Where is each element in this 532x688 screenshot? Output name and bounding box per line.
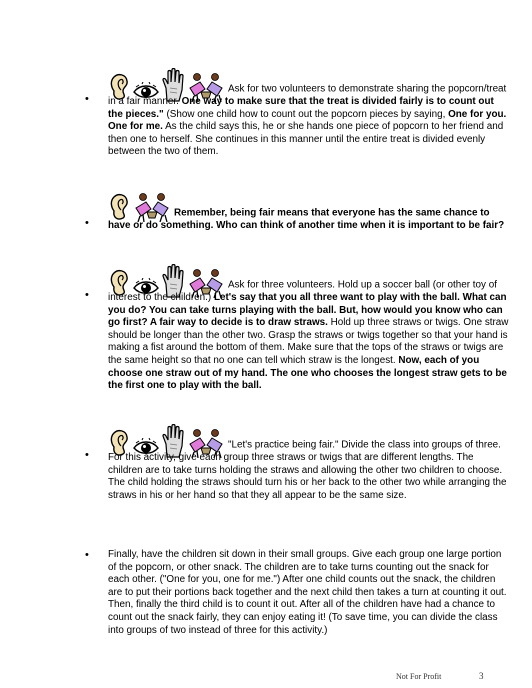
bullet: • bbox=[85, 93, 89, 105]
bold-text: Now, each of you choose one straw out of my hand. The one who chooses the longest straw gets to be the first one to play with the ball. bbox=[108, 354, 507, 392]
bullet: • bbox=[85, 289, 89, 301]
icon-group bbox=[108, 192, 174, 220]
list-item-text bbox=[90, 424, 510, 502]
body-text: Finally, have the children sit down in their small groups. Give each group one large portion of the popcorn, or other snack. The children are to take turns counting out the snack for each other. ("One for you, one for me.") After one child counts out the snack, the children are to put their portions back together and the next child then takes a turn at counting it out. Then, finally the third child is to count it out. After all of the children have had a chance to count out the snack fairly, they can enjoy eating it! (To save time, you can divide the class into groups of two instead of three for this activity.) bbox=[108, 549, 507, 636]
body-text: Ask for two volunteers to demonstrate sharing the popcorn/treat in a fair manner. bbox=[108, 83, 507, 107]
body-text: As the child says this, he or she hands one piece of popcorn to her friend and then one to herself. She continues in this manner until the entire treat is divided evenly between the two of them. bbox=[108, 121, 504, 158]
bullet: • bbox=[85, 549, 89, 561]
list-item-text bbox=[90, 264, 510, 393]
two-children-icon bbox=[132, 192, 172, 222]
footer-text: Not For Profit bbox=[396, 672, 442, 681]
list-item-text bbox=[90, 192, 510, 233]
body-text: Hold up three straws or twigs. One straw should be longer than the other two. Grasp the straws or twigs together so that your hand is making a fist around the bottom of them. Make sure that the tops of the straws or twigs are the same height so that no one can tell which straw is the longest. bbox=[108, 317, 509, 366]
bold-text: One way to make sure that the treat is divided fairly is to count out the pieces." bbox=[108, 96, 494, 120]
bold-text: Let's say that you all three want to play with the ball. What can you do? You can take turns playing with the ball. But, how would you know who can go first? A fair way to decide is to draw straws. bbox=[108, 292, 507, 329]
list-item bbox=[85, 424, 510, 502]
bold-text: Remember, being fair means that everyone has the same chance to have or do something. Who can think of another time when it is important to be fair? bbox=[108, 207, 505, 231]
icon-group bbox=[108, 68, 228, 96]
bullet: • bbox=[85, 449, 89, 461]
body-text: (Show one child how to count out the popcorn pieces by saying, bbox=[163, 108, 449, 120]
body-text: "Let's practice being fair." Divide the class into groups of three. For this activity, give each group three straws or twigs that are different lengths. The children are to take turns holding the straws and allowing the other two children to choose. The child holding the straws should turn his or her back to the other two while arranging the straws in his or her hand so that they all appear to be the same size. bbox=[108, 439, 507, 501]
bullet: • bbox=[85, 217, 89, 229]
body-text: Ask for three volunteers. Hold up a soccer ball (or other toy of interest to the children.) bbox=[108, 279, 497, 303]
list-item-text bbox=[90, 68, 510, 159]
icon-group bbox=[108, 424, 228, 452]
list-item bbox=[85, 68, 510, 159]
list-item bbox=[85, 549, 510, 637]
list-item bbox=[85, 192, 510, 233]
ear-icon bbox=[108, 192, 130, 222]
bold-text: One for you. One for me. bbox=[108, 108, 507, 133]
icon-group bbox=[108, 264, 228, 292]
list-item-text bbox=[90, 549, 510, 637]
list-item bbox=[85, 264, 510, 393]
page-number: 3 bbox=[479, 671, 484, 681]
